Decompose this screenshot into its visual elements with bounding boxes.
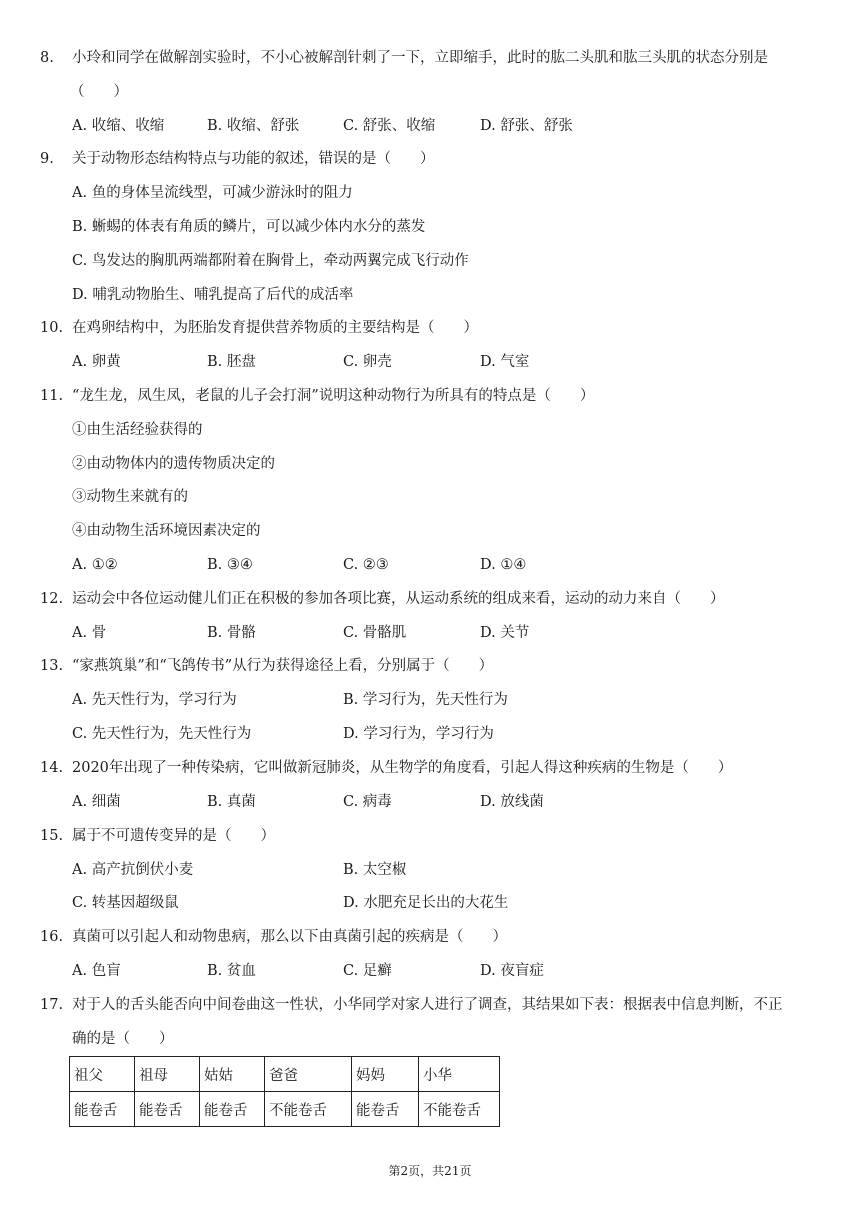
question-number: 11. [40,388,64,404]
table-cell: 祖母 [135,1057,200,1092]
question-8 [40,48,768,68]
question-stem: “龙生龙，凤生凤，老鼠的儿子会打洞”说明这种动物行为所具有的特点是（ ） [72,388,595,404]
option-c[interactable]: C. 病毒 [343,794,392,810]
option-d[interactable]: D. 舒张、舒张 [480,118,573,134]
question-12 [40,589,725,609]
table-cell: 能卷舌 [352,1092,419,1127]
option-a[interactable]: A. 先天性行为，学习行为 [72,692,237,708]
question-17 [40,995,783,1015]
question-11 [40,386,595,406]
page-footer: 第2页，共21页 [388,1164,472,1178]
option-d[interactable]: D. 学习行为，学习行为 [343,726,494,742]
question-stem: 2020年出现了一种传染病，它叫做新冠肺炎，从生物学的角度看，引起人得这种疾病的生物是（ ） [72,760,733,776]
option-a[interactable]: A. 高产抗倒伏小麦 [72,862,194,878]
table-cell: 能卷舌 [70,1092,135,1127]
question-stem: 对于人的舌头能否向中间卷曲这一性状，小华同学对家人进行了调查，其结果如下表：根据表中信息判断，不正 [72,997,783,1013]
table-header-row [70,1057,500,1092]
statement-4: ④由动物生活环境因素决定的 [72,523,261,539]
option-d[interactable]: D. 关节 [480,625,530,641]
option-c[interactable]: C. 转基因超级鼠 [72,895,179,911]
option-c[interactable]: C. ②③ [343,557,389,573]
table-cell: 小华 [419,1057,500,1092]
option-a[interactable]: A. 鱼的身体呈流线型，可减少游泳时的阻力 [72,185,353,201]
option-c[interactable]: C. 鸟发达的胸肌两端都附着在胸骨上，牵动两翼完成飞行动作 [72,253,469,269]
table-cell: 妈妈 [352,1057,419,1092]
table-cell: 不能卷舌 [265,1092,352,1127]
question-number: 13. [40,658,64,674]
question-9 [40,149,435,169]
option-c[interactable]: C. 足癣 [343,963,392,979]
survey-table [69,1056,500,1127]
option-a[interactable]: A. ①② [72,557,118,573]
option-a[interactable]: A. 色盲 [72,963,121,979]
option-d[interactable]: D. 放线菌 [480,794,544,810]
option-d[interactable]: D. ①④ [480,557,527,573]
option-c[interactable]: C. 卵壳 [343,354,392,370]
option-b[interactable]: B. 真菌 [207,794,256,810]
question-stem: 关于动物形态结构特点与功能的叙述，错误的是（ ） [72,151,435,167]
question-number: 17. [40,997,64,1013]
question-15 [40,826,275,846]
question-number: 8. [40,50,54,66]
option-b[interactable]: B. 学习行为，先天性行为 [343,692,508,708]
option-b[interactable]: B. 收缩、舒张 [207,118,300,134]
table-cell: 爸爸 [265,1057,352,1092]
question-stem: 在鸡卵结构中，为胚胎发育提供营养物质的主要结构是（ ） [72,320,478,336]
question-stem-continued: 确的是（ ） [72,1031,174,1047]
table-row [70,1092,500,1127]
statement-1: ①由生活经验获得的 [72,422,203,438]
option-b[interactable]: B. 贫血 [207,963,256,979]
question-stem: 运动会中各位运动健儿们正在积极的参加各项比赛，从运动系统的组成来看，运动的动力来自（ ） [72,591,725,607]
question-stem: 小玲和同学在做解剖实验时，不小心被解剖针刺了一下，立即缩手，此时的肱二头肌和肱三头肌的状态分别是 [72,50,768,66]
statement-2: ②由动物体内的遗传物质决定的 [72,456,275,472]
question-stem: 属于不可遗传变异的是（ ） [72,828,275,844]
table-cell: 能卷舌 [200,1092,265,1127]
question-number: 12. [40,591,64,607]
question-stem-continued: （ ） [70,84,128,100]
question-stem: “家燕筑巢”和“飞鸽传书”从行为获得途径上看，分别属于（ ） [72,658,494,674]
question-number: 15. [40,828,64,844]
question-number: 10. [40,320,64,336]
option-a[interactable]: A. 细菌 [72,794,121,810]
option-d[interactable]: D. 水肥充足长出的大花生 [343,895,509,911]
table-cell: 能卷舌 [135,1092,200,1127]
option-c[interactable]: C. 骨骼肌 [343,625,407,641]
question-16 [40,927,507,947]
question-stem: 真菌可以引起人和动物患病，那么以下由真菌引起的疾病是（ ） [72,929,507,945]
option-b[interactable]: B. 骨骼 [207,625,256,641]
question-number: 14. [40,760,64,776]
option-d[interactable]: D. 夜盲症 [480,963,544,979]
table-cell: 祖父 [70,1057,135,1092]
option-a[interactable]: A. 骨 [72,625,107,641]
option-b[interactable]: B. ③④ [207,557,253,573]
option-a[interactable]: A. 收缩、收缩 [72,118,165,134]
question-10 [40,318,478,338]
option-a[interactable]: A. 卵黄 [72,354,121,370]
option-b[interactable]: B. 胚盘 [207,354,256,370]
question-13 [40,656,494,676]
question-14 [40,758,733,778]
question-number: 9. [40,151,54,167]
statement-3: ③动物生来就有的 [72,489,188,505]
option-b[interactable]: B. 蜥蜴的体表有角质的鳞片，可以减少体内水分的蒸发 [72,219,426,235]
option-c[interactable]: C. 先天性行为，先天性行为 [72,726,252,742]
option-d[interactable]: D. 哺乳动物胎生、哺乳提高了后代的成活率 [72,287,354,303]
option-d[interactable]: D. 气室 [480,354,530,370]
option-b[interactable]: B. 太空椒 [343,862,407,878]
table-cell: 不能卷舌 [419,1092,500,1127]
option-c[interactable]: C. 舒张、收缩 [343,118,436,134]
question-number: 16. [40,929,64,945]
table-cell: 姑姑 [200,1057,265,1092]
